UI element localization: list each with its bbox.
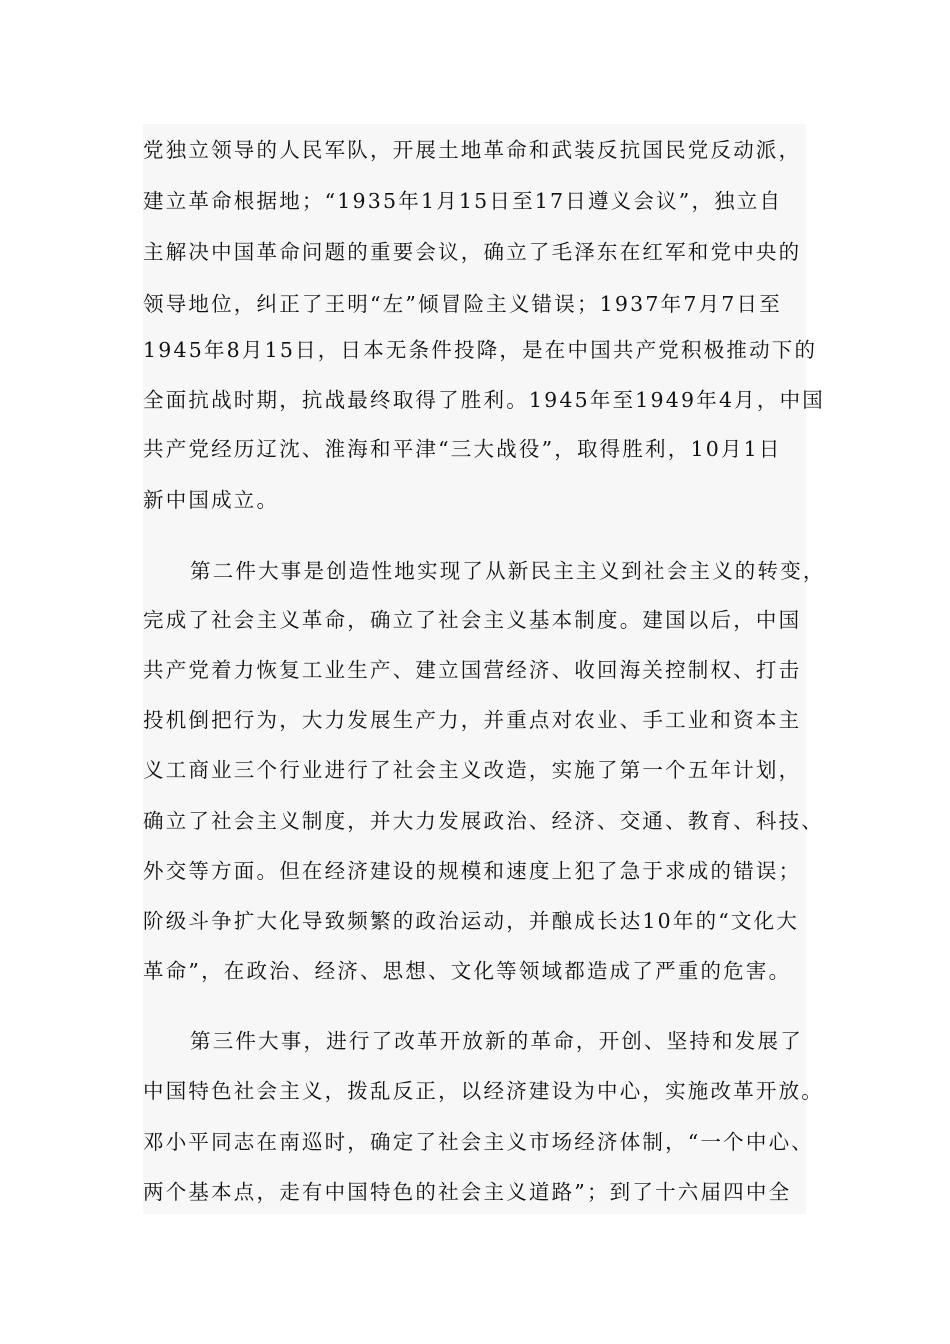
text-line: 党独立领导的人民军队，开展土地革命和武装反抗国民党反动派，	[143, 138, 802, 162]
text-line: 邓小平同志在南巡时，确定了社会主义市场经济体制，“一个中心、	[143, 1130, 814, 1154]
text-line: 革命”，在政治、经济、思想、文化等领域都造成了严重的危害。	[143, 959, 792, 983]
text-line: 确立了社会主义制度，并大力发展政治、经济、交通、教育、科技、	[143, 809, 824, 833]
text-line: 共产党经历辽沈、淮海和平津“三大战役”，取得胜利，10月1日	[143, 437, 782, 461]
text-line: 第二件大事是创造性地实现了从新民主主义到社会主义的转变，	[190, 559, 826, 583]
text-line: 两个基本点，走有中国特色的社会主义道路”；到了十六届四中全	[143, 1180, 792, 1204]
text-line: 领导地位，纠正了王明“左”倾冒险主义错误；1937年7月7日至	[143, 292, 782, 316]
text-line: 新中国成立。	[143, 488, 280, 512]
text-line: 投机倒把行为，大力发展生产力，并重点对农业、手工业和资本主	[143, 708, 802, 732]
text-line: 全面抗战时期，抗战最终取得了胜利。1945年至1949年4月，中国	[143, 388, 825, 412]
text-line: 主解决中国革命问题的重要会议，确立了毛泽东在红军和党中央的	[143, 240, 802, 264]
text-line: 共产党着力恢复工业生产、建立国营经济、收回海关控制权、打击	[143, 658, 802, 682]
text-line: 中国特色社会主义，拨乱反正，以经济建设为中心，实施改革开放。	[143, 1079, 824, 1103]
text-line: 阶级斗争扩大化导致频繁的政治运动，并酿成长达10年的“文化大	[143, 909, 800, 933]
text-line: 外交等方面。但在经济建设的规模和速度上犯了急于求成的错误；	[143, 859, 802, 883]
text-line: 完成了社会主义革命，确立了社会主义基本制度。建国以后，中国	[143, 608, 802, 632]
text-line: 第三件大事，进行了改革开放新的革命，开创、坚持和发展了	[190, 1029, 803, 1053]
text-line: 义工商业三个行业进行了社会主义改造，实施了第一个五年计划，	[143, 758, 802, 782]
text-line: 1945年8月15日，日本无条件投降，是在中国共产党积极推动下的	[143, 338, 818, 362]
text-line: 建立革命根据地；“1935年1月15日至17日遵义会议”，独立自	[143, 189, 783, 213]
